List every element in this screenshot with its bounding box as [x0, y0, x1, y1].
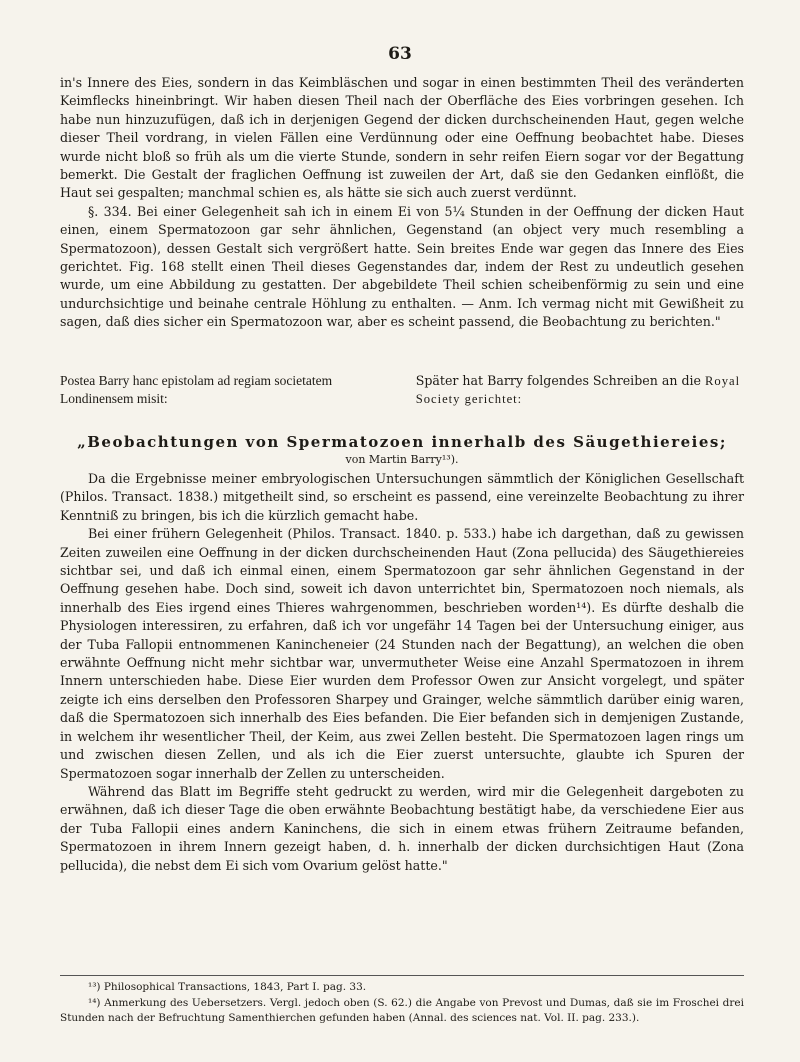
heading-title: „Beobachtungen von Spermatozoen innerhalb des Säugethiereies;: [77, 433, 727, 451]
section-heading: [60, 432, 744, 467]
footnotes: [60, 980, 744, 1027]
heading-byline: von Martin Barry¹³).: [345, 453, 459, 466]
footnote-divider: [60, 975, 744, 976]
paragraph: in's Innere des Eies, sondern in das Keimbläschen und sogar in einen bestimmten Theil des veränderten Keimflecks hineinbringt. Wir haben diesen Theil nach der Oberfläche des Eies vorbringen gesehen. Ich habe nun hinzuzufügen, daß ich in derjenigen Gegend der dicken durchscheinenden Haut, gegen welche dieser Theil vordrang, in vielen Fällen eine Verdünnung oder eine Oeffnung beobachtet habe. Dieses wurde nicht bloß so früh als um die vierte Stunde, sondern in sehr reifen Eiern sogar vor der Begattung bemerkt. Die Gestalt der fraglichen Oeffnung ist zuweilen der Art, daß sie den Gedanken einflößt, die Haut sei gespalten; manchmal schien es, als hätte sie sich auch zuerst verdünnt.: [60, 75, 744, 201]
paragraph: Während das Blatt im Begriffe steht gedruckt zu werden, wird mir die Gelegenheit dargeboten zu erwähnen, daß ich dieser Tage die oben erwähnte Beobachtung bestätigt habe, da verschiedene Eier aus der Tuba Fallopii eines andern Kaninchens, die sich in einem etwas frühern Zeitraume befanden, Spermatozoen in ihrem Innern gezeigt haben, d. h. innerhalb der dicken durchsichtigen Haut (Zona pellucida), die nebst dem Ei sich vom Ovarium gelöst hatte.": [60, 783, 744, 873]
paragraph: Bei einer frühern Gelegenheit (Philos. Transact. 1840. p. 533.) habe ich dargethan, daß zu gewissen Zeiten zuweilen eine Oeffnung in der dicken durchscheinenden Haut (Zona pellucida) des Säugethiereies sichtbar sei, und daß ich einmal einen, einem Spermatozoon gar sehr ähnlichen Gegenstand in der Oeffnung gesehen habe. Doch sind, soweit ich davon unterrichtet bin, Spermatozoen noch niemals, als innerhalb des Eies irgend eines Thieres wahrgenommen, beschrieben worden¹⁴). Es dürfte deshalb die Physiologen interessiren, zu erfahren, daß ich vor ungefähr 14 Tagen bei der Untersuchung einiger, aus der Tuba Fallopii entnommenen Kanincheneier (24 Stunden nach der Begattung), an welchen die oben erwähnte Oeffnung nicht mehr sichtbar war, unvermutheter Weise eine Anzahl Spermatozoen in ihrem Innern unterschieden habe. Diese Eier wurden dem Professor Owen zur Ansicht vorgelegt, und später zeigte ich eins derselben den Professoren Sharpey und Grainger, welche sämmtlich darüber einig waren, daß die Spermatozoen sich innerhalb des Eies befanden. Die Eier befanden sich in demjenigen Zustande, in welchem ihr wesentlicher Theil, der Keim, aus zwei Zellen besteht. Die Spermatozoen lagen rings um und zwischen diesen Zellen, und als ich die Eier zuerst untersuchte, glaubte ich Spuren der Spermatozoen sogar innerhalb der Zellen zu unterscheiden.: [60, 526, 744, 781]
top-text-block: [60, 74, 744, 332]
body-text-block: [60, 470, 744, 875]
parallel-text: [60, 372, 744, 409]
footnote: ¹³) Philosophical Transactions, 1843, Part I. pag. 33.: [88, 981, 367, 993]
paragraph: §. 334. Bei einer Gelegenheit sah ich in einem Ei von 5¼ Stunden in der Oeffnung der dicken Haut einen, einem Spermatozoon gar sehr ähnlichen, Gegenstand (an object very much resembling a Spermatozoon), dessen Gestalt sich vergrößert hatte. Sein breites Ende war gegen das Innere des Eies gerichtet. Fig. 168 stellt einen Theil dieses Gegenstandes dar, indem der Rest zu undeutlich gesehen wurde, um eine Abbildung zu gestatten. Der abgebildete Theil schien scheibenförmig zu sein und eine undurchsichtige und beinahe centrale Höhlung zu enthalten. — Anm. Ich vermag nicht mit Gewißheit zu sagen, daß dies sicher ein Spermatozoon war, aber es scheint passend, die Beobachtung zu berichten.": [60, 203, 744, 330]
german-text: Später hat Barry folgendes Schreiben an die: [415, 373, 701, 388]
paragraph: Da die Ergebnisse meiner embryologischen Untersuchungen sämmtlich der Königlichen Gesellschaft (Philos. Transact. 1838.) mitgetheilt sind, so erscheint es passend, eine vereinzelte Beobachtung zu ihrer Kenntniß zu bringen, bis ich die kürzlich gemacht habe.: [60, 471, 744, 523]
page-number: 63: [388, 44, 412, 64]
society-name: Royal Society gerichtet:: [415, 374, 741, 407]
footnote: ¹⁴) Anmerkung des Uebersetzers. Vergl. jedoch oben (S. 62.) die Angabe von Prevost und Dumas, daß sie im Froschei drei Stunden nach der Befruchtung Samenthierchen gefunden haben (Annal. des sciences nat. Vol. II. pag. 233.).: [60, 996, 744, 1024]
latin-column: Postea Barry hanc epistolam ad regiam societatem Londinensem misit:: [60, 373, 333, 407]
german-column: [416, 372, 744, 409]
